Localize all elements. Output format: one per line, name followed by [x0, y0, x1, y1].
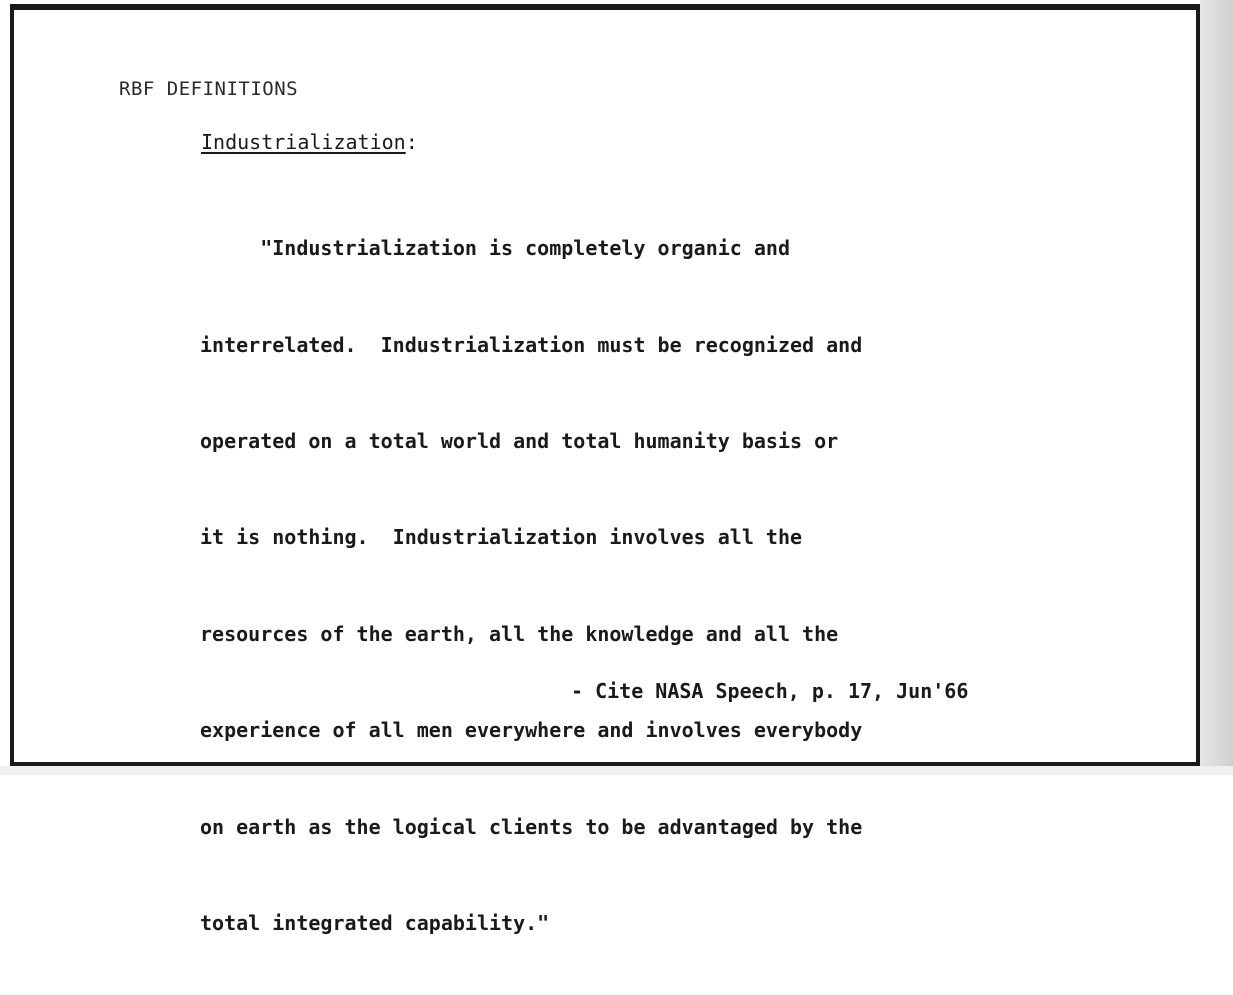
citation: - Cite NASA Speech, p. 17, Jun'66: [571, 679, 969, 703]
document-header: RBF DEFINITIONS: [119, 78, 299, 100]
page-edge-shadow: [1200, 0, 1233, 775]
quote-line: "Industrialization is completely organic and: [200, 236, 791, 261]
term-label: Industrialization: [201, 130, 406, 154]
definition-quote: [200, 176, 1080, 995]
definition-term: [201, 130, 418, 154]
quote-line: total integrated capability.": [200, 911, 550, 936]
quote-line: on earth as the logical clients to be advantaged by the: [200, 814, 863, 839]
quote-line: resources of the earth, all the knowledge and all the: [200, 621, 839, 646]
quote-line: it is nothing. Industrialization involves all the: [200, 525, 803, 550]
quote-line: interrelated. Industrialization must be recognized and: [200, 332, 863, 357]
quote-line: operated on a total world and total humanity basis or: [200, 429, 839, 454]
quote-line: experience of all men everywhere and involves everybody: [200, 718, 863, 743]
term-colon: :: [405, 130, 418, 154]
